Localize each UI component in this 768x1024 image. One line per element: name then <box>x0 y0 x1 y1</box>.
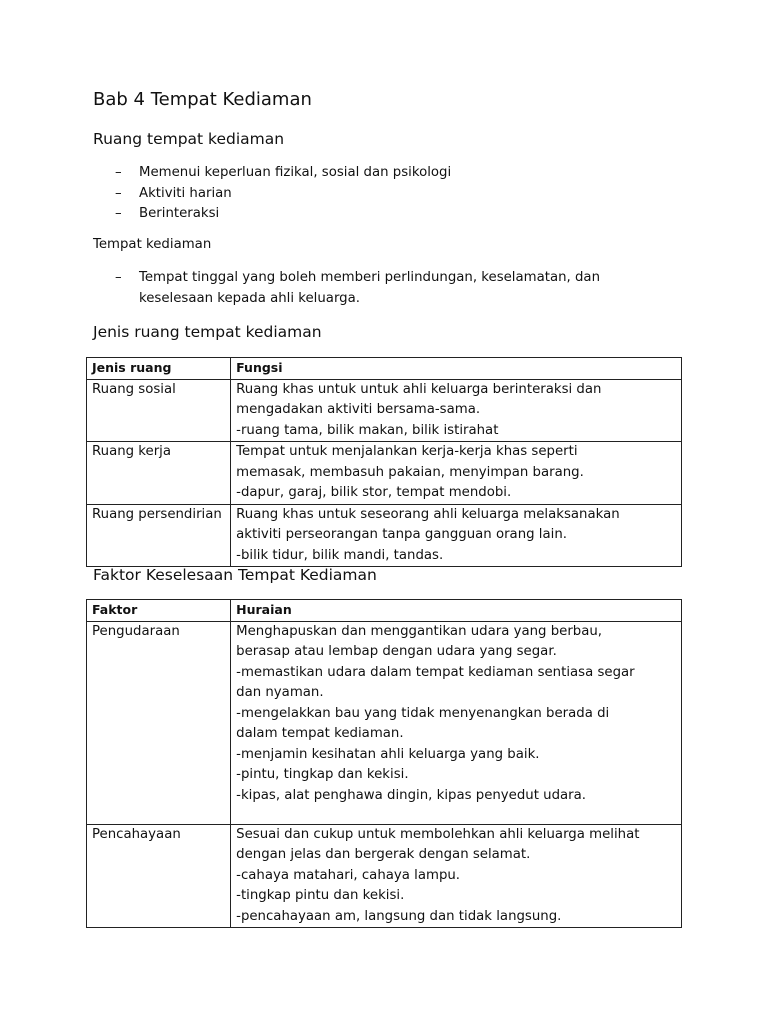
cell-line: dengan jelas dan bergerak dengan selamat. <box>236 847 531 862</box>
section-heading-tempat: Tempat kediaman <box>93 237 212 252</box>
column-header: Fungsi <box>231 358 682 380</box>
table-cell-desc <box>231 621 682 824</box>
table-cell-name: Pencahayaan <box>87 824 231 928</box>
table-row <box>87 621 682 824</box>
column-header: Jenis ruang <box>87 358 231 380</box>
table-row <box>87 379 682 442</box>
table-jenis-ruang <box>86 357 682 567</box>
cell-line: dan nyaman. <box>236 685 324 700</box>
cell-line: -bilik tidur, bilik mandi, tandas. <box>236 547 444 563</box>
cell-line: mengadakan aktiviti bersama-sama. <box>236 402 481 417</box>
cell-line: Ruang khas untuk seseorang ahli keluarga melaksanakan <box>236 506 620 522</box>
cell-line: dalam tempat kediaman. <box>236 726 404 741</box>
page-title: Bab 4 Tempat Kediaman <box>93 89 312 110</box>
table-cell-desc <box>231 379 682 442</box>
table2-heading: Faktor Keselesaan Tempat Kediaman <box>93 566 377 584</box>
table-row <box>87 824 682 928</box>
section-heading-ruang: Ruang tempat kediaman <box>93 130 285 148</box>
bullet-list-ruang <box>93 163 451 225</box>
cell-line: -kipas, alat penghawa dingin, kipas penyedut udara. <box>236 787 587 803</box>
table-faktor-keselesaan <box>86 599 682 928</box>
cell-line: -dapur, garaj, bilik stor, tempat mendobi. <box>236 485 512 500</box>
table-cell-desc <box>231 442 682 505</box>
cell-line: -menjamin kesihatan ahli keluarga yang baik. <box>236 746 540 762</box>
cell-line: -memastikan udara dalam tempat kediaman sentiasa segar <box>236 664 635 680</box>
list-item <box>93 268 600 309</box>
table-row <box>87 442 682 505</box>
cell-line: -tingkap pintu dan kekisi. <box>236 888 405 903</box>
cell-line: -pencahayaan am, langsung dan tidak langsung. <box>236 908 562 924</box>
cell-line: Sesuai dan cukup untuk membolehkan ahli keluarga melihat <box>236 826 640 842</box>
cell-line: -mengelakkan bau yang tidak menyenangkan berada di <box>236 705 610 721</box>
table-header-row <box>87 600 682 622</box>
cell-line: berasap atau lembap dengan udara yang segar. <box>236 644 557 659</box>
cell-line: -cahaya matahari, cahaya lampu. <box>236 867 461 883</box>
table-cell-desc <box>231 504 682 567</box>
list-item: – Aktiviti harian <box>93 184 451 205</box>
table-cell-name: Ruang persendirian <box>87 504 231 567</box>
cell-line: Tempat untuk menjalankan kerja-kerja khas seperti <box>236 444 578 459</box>
cell-line: -ruang tama, bilik makan, bilik istirahat <box>236 422 499 438</box>
cell-line: Ruang khas untuk untuk ahli keluarga berinteraksi dan <box>236 381 602 397</box>
list-item-line: – Tempat tinggal yang boleh memberi perlindungan, keselamatan, dan <box>139 270 601 285</box>
cell-line: memasak, membasuh pakaian, menyimpan barang. <box>236 464 584 480</box>
list-item: – Memenui keperluan fizikal, sosial dan psikologi <box>93 163 451 184</box>
column-header: Huraian <box>231 600 682 622</box>
table-cell-desc <box>231 824 682 928</box>
list-item: – Berinteraksi <box>93 204 451 225</box>
table-row <box>87 504 682 567</box>
table-cell-name: Ruang sosial <box>87 379 231 442</box>
bullet-list-tempat <box>93 268 600 309</box>
table-header-row <box>87 358 682 380</box>
table-cell-name: Ruang kerja <box>87 442 231 505</box>
cell-line: -pintu, tingkap dan kekisi. <box>236 767 409 782</box>
table-cell-name: Pengudaraan <box>87 621 231 824</box>
cell-line: aktiviti perseorangan tanpa gangguan orang lain. <box>236 527 567 542</box>
cell-line: Menghapuskan dan menggantikan udara yang berbau, <box>236 623 603 639</box>
list-item-line: keselesaan kepada ahli keluarga. <box>139 290 360 306</box>
column-header: Faktor <box>87 600 231 622</box>
table1-heading: Jenis ruang tempat kediaman <box>93 323 322 341</box>
